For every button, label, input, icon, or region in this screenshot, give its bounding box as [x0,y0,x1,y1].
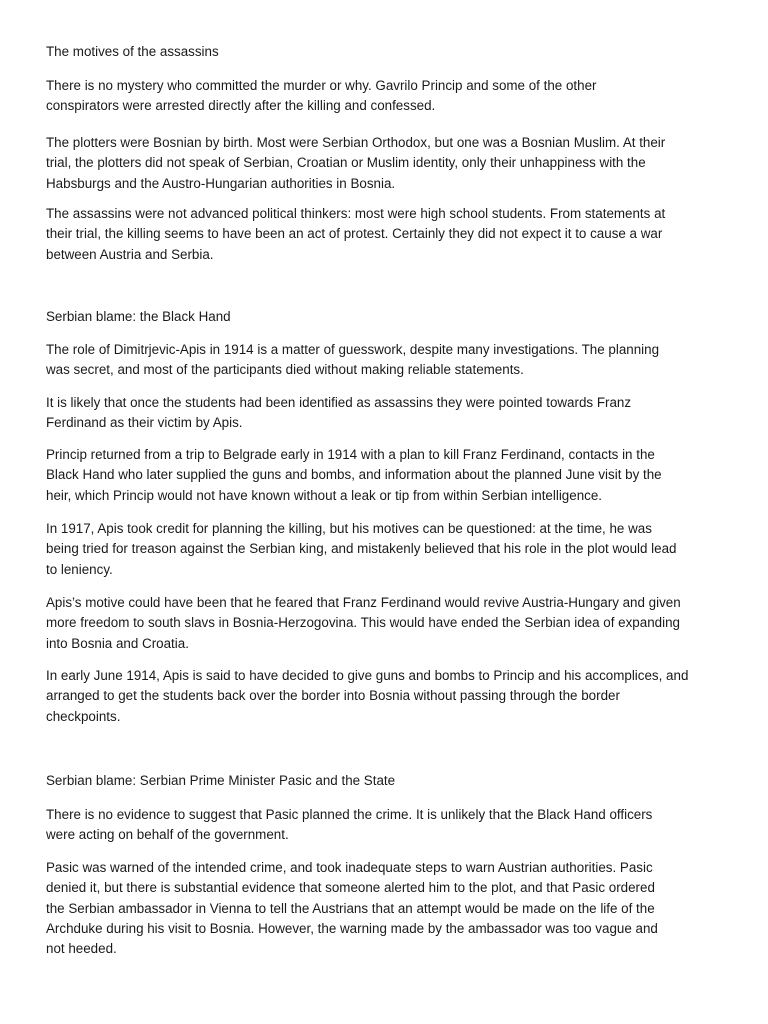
paragraph: In 1917, Apis took credit for planning the killing, but his motives can be questioned: at the time, he was being tried for treason against the Serbian king, and mistakenly believed that his role in the plot would lead to leniency. [46,521,677,577]
paragraph: There is no evidence to suggest that Pasic planned the crime. It is unlikely that the Black Hand officers were acting on behalf of the government. [46,807,653,843]
paragraph: There is no mystery who committed the murder or why. Gavrilo Princip and some of the other conspirators were arrested directly after the killing and confessed. [46,78,597,114]
paragraph: The assassins were not advanced political thinkers: most were high school students. From statements at their trial, the killing seems to have been an act of protest. Certainly they did not expect it to cause a war between Austria and Serbia. [46,206,666,262]
paragraph: Princip returned from a trip to Belgrade early in 1914 with a plan to kill Franz Ferdinand, contacts in the Black Hand who later supplied the guns and bombs, and information about the planned June visit by the heir, which Princip would not have known without a leak or tip from within Serbian intelligence. [46,447,662,503]
section-heading-pasic: Serbian blame: Serbian Prime Minister Pasic and the State [46,773,396,788]
paragraph: The plotters were Bosnian by birth. Most were Serbian Orthodox, but one was a Bosnian Muslim. At their trial, the plotters did not speak of Serbian, Croatian or Muslim identity, only their unhappiness with the Habsburgs and the Austro-Hungarian authorities in Bosnia. [46,135,666,191]
paragraph: In early June 1914, Apis is said to have decided to give guns and bombs to Princip and his accomplices, and arranged to get the students back over the border into Bosnia without passing through the border checkpoints. [46,668,689,724]
paragraph: Pasic was warned of the intended crime, and took inadequate steps to warn Austrian authorities. Pasic denied it, but there is substantial evidence that someone alerted him to the plot, and that Pasic ordered the Serbian ambassador in Vienna to tell the Austrians that an attempt would be made on the life of the Archduke during his visit to Bosnia. However, the warning made by the ambassador was too vague and not heeded. [46,860,658,957]
paragraph: The role of Dimitrjevic-Apis in 1914 is a matter of guesswork, despite many investigations. The planning was secret, and most of the participants died without making reliable statements. [46,342,660,378]
paragraph: It is likely that once the students had been identified as assassins they were pointed towards Franz Ferdinand as their victim by Apis. [46,395,632,431]
paragraph: Apis’s motive could have been that he feared that Franz Ferdinand would revive Austria-Hungary and given more freedom to south slavs in Bosnia-Herzogovina. This would have ended the Serbian idea of expanding into Bosnia and Croatia. [46,595,681,651]
section-heading-black-hand: Serbian blame: the Black Hand [46,309,231,324]
section-heading-motives: The motives of the assassins [46,44,219,59]
